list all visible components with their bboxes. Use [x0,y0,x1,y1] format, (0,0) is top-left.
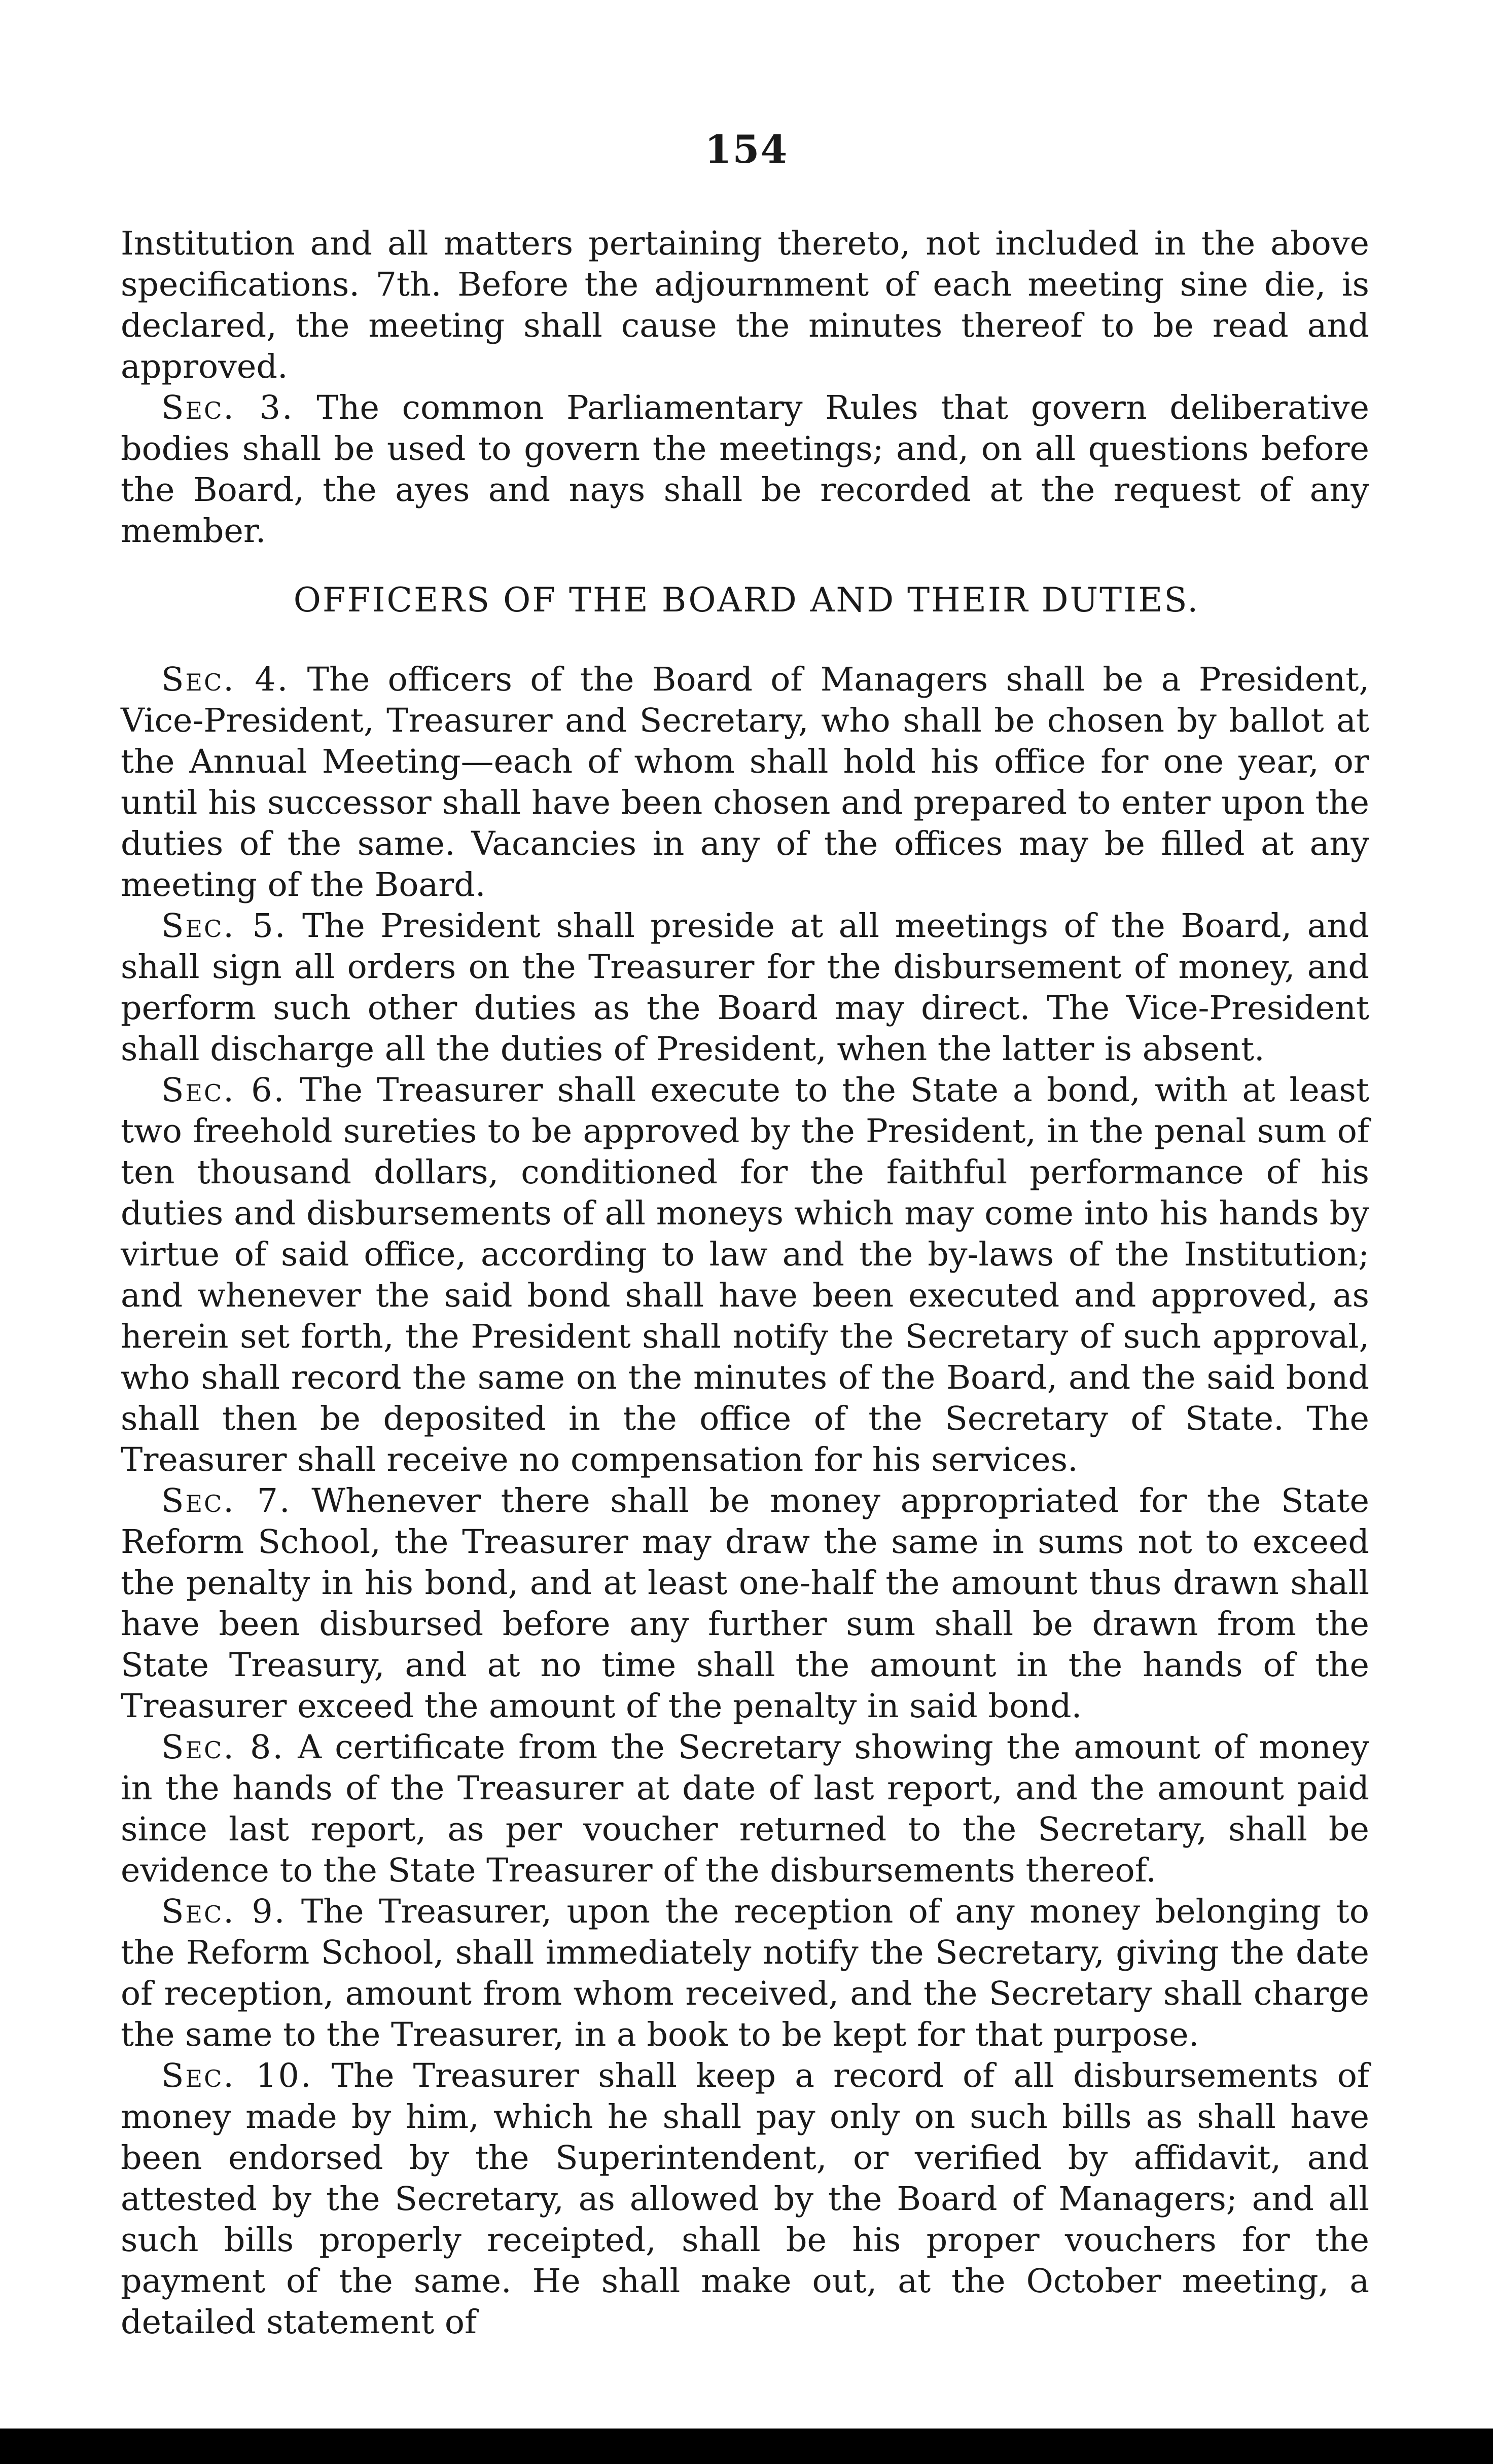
main-text-block [121,659,1369,2343]
section-label: Sec. 6. [161,1071,286,1109]
section-8-paragraph [121,1727,1369,1891]
section-label: Sec. 8. [161,1728,285,1766]
section-label: Sec. 4. [161,661,290,699]
section-3-paragraph [121,387,1369,552]
paragraph-text: Institution and all matters pertaining thereto, not included in the above specifications. 7th. Before the adjournment of each meeting sine die, is declared, the meeting shall cause the minutes thereof to be read and approved. [121,225,1369,386]
top-text-block [121,223,1369,552]
section-text: The Treasurer, upon the reception of any money belonging to the Reform School, shall immediately notify the Secretary, giving the date of reception, amount from whom received, and the Secretary shall charge the same to the Treasurer, in a book to be kept for that purpose. [121,1893,1369,2054]
section-label: Sec. 3. [161,389,294,427]
section-6-paragraph [121,1070,1369,1480]
section-text: The Treasurer shall keep a record of all disbursements of money made by him, which he shall pay only on such bills as shall have been endorsed by the Superintendent, or verified by affidavit, and attested by the Secretary, as allowed by the Board of Managers; and all such bills properly receipted, shall be his proper vouchers for the payment of the same. He shall make out, at the October meeting, a detailed statement of [121,2057,1369,2341]
section-text: The officers of the Board of Managers shall be a President, Vice-President, Treasurer and Secretary, who shall be chosen by ballot at the Annual Meeting—each of whom shall hold his office for one year, or until his successor shall have been chosen and prepared to enter upon the duties of the same. Vacancies in any of the offices may be filled at any meeting of the Board. [121,661,1370,904]
section-label: Sec. 5. [161,907,287,945]
page-number: 154 [704,127,789,172]
section-9-paragraph [121,1891,1369,2055]
section-5-paragraph [121,905,1369,1070]
section-7-paragraph [121,1480,1369,1727]
section-4-paragraph [121,659,1369,905]
section-label: Sec. 10. [161,2057,313,2095]
scan-edge-bar [0,2429,1493,2464]
paragraph-continued [121,223,1369,387]
section-text: The President shall preside at all meetings of the Board, and shall sign all orders on the Treasurer for the disbursement of money, and perform such other duties as the Board may direct. The Vice-President shall discharge all the duties of President, when the latter is absent. [121,907,1369,1068]
section-text: The Treasurer shall execute to the State a bond, with at least two freehold sureties to be approved by the President, in the penal sum of ten thousand dollars, conditioned for the faithful performance of his duties and disbursements of all moneys which may come into his hands by virtue of said office, according to law and the by-laws of the Institution; and whenever the said bond shall have been executed and approved, as herein set forth, the President shall notify the Secretary of such approval, who shall record the same on the minutes of the Board, and the said bond shall then be deposited in the office of the Secretary of State. The Treasurer shall receive no compensation for his services. [121,1071,1369,1479]
section-text: Whenever there shall be money appropriated for the State Reform School, the Treasurer may draw the same in sums not to exceed the penalty in his bond, and at least one-half the amount thus drawn shall have been disbursed before any further sum shall be drawn from the State Treasury, and at no time shall the amount in the hands of the Treasurer exceed the amount of the penalty in said bond. [121,1482,1369,1725]
section-text: A certificate from the Secretary showing the amount of money in the hands of the Treasurer at date of last report, and the amount paid since last report, as per voucher returned to the Secretary, shall be evidence to the State Treasurer of the disbursements thereof. [121,1728,1369,1890]
section-heading: OFFICERS OF THE BOARD AND THEIR DUTIES. [293,581,1200,620]
section-text: The common Parliamentary Rules that govern deliberative bodies shall be used to govern the meetings; and, on all questions before the Board, the ayes and nays shall be recorded at the request of any member. [121,389,1369,550]
section-10-paragraph [121,2055,1369,2343]
section-label: Sec. 7. [161,1482,292,1520]
section-label: Sec. 9. [161,1893,287,1931]
